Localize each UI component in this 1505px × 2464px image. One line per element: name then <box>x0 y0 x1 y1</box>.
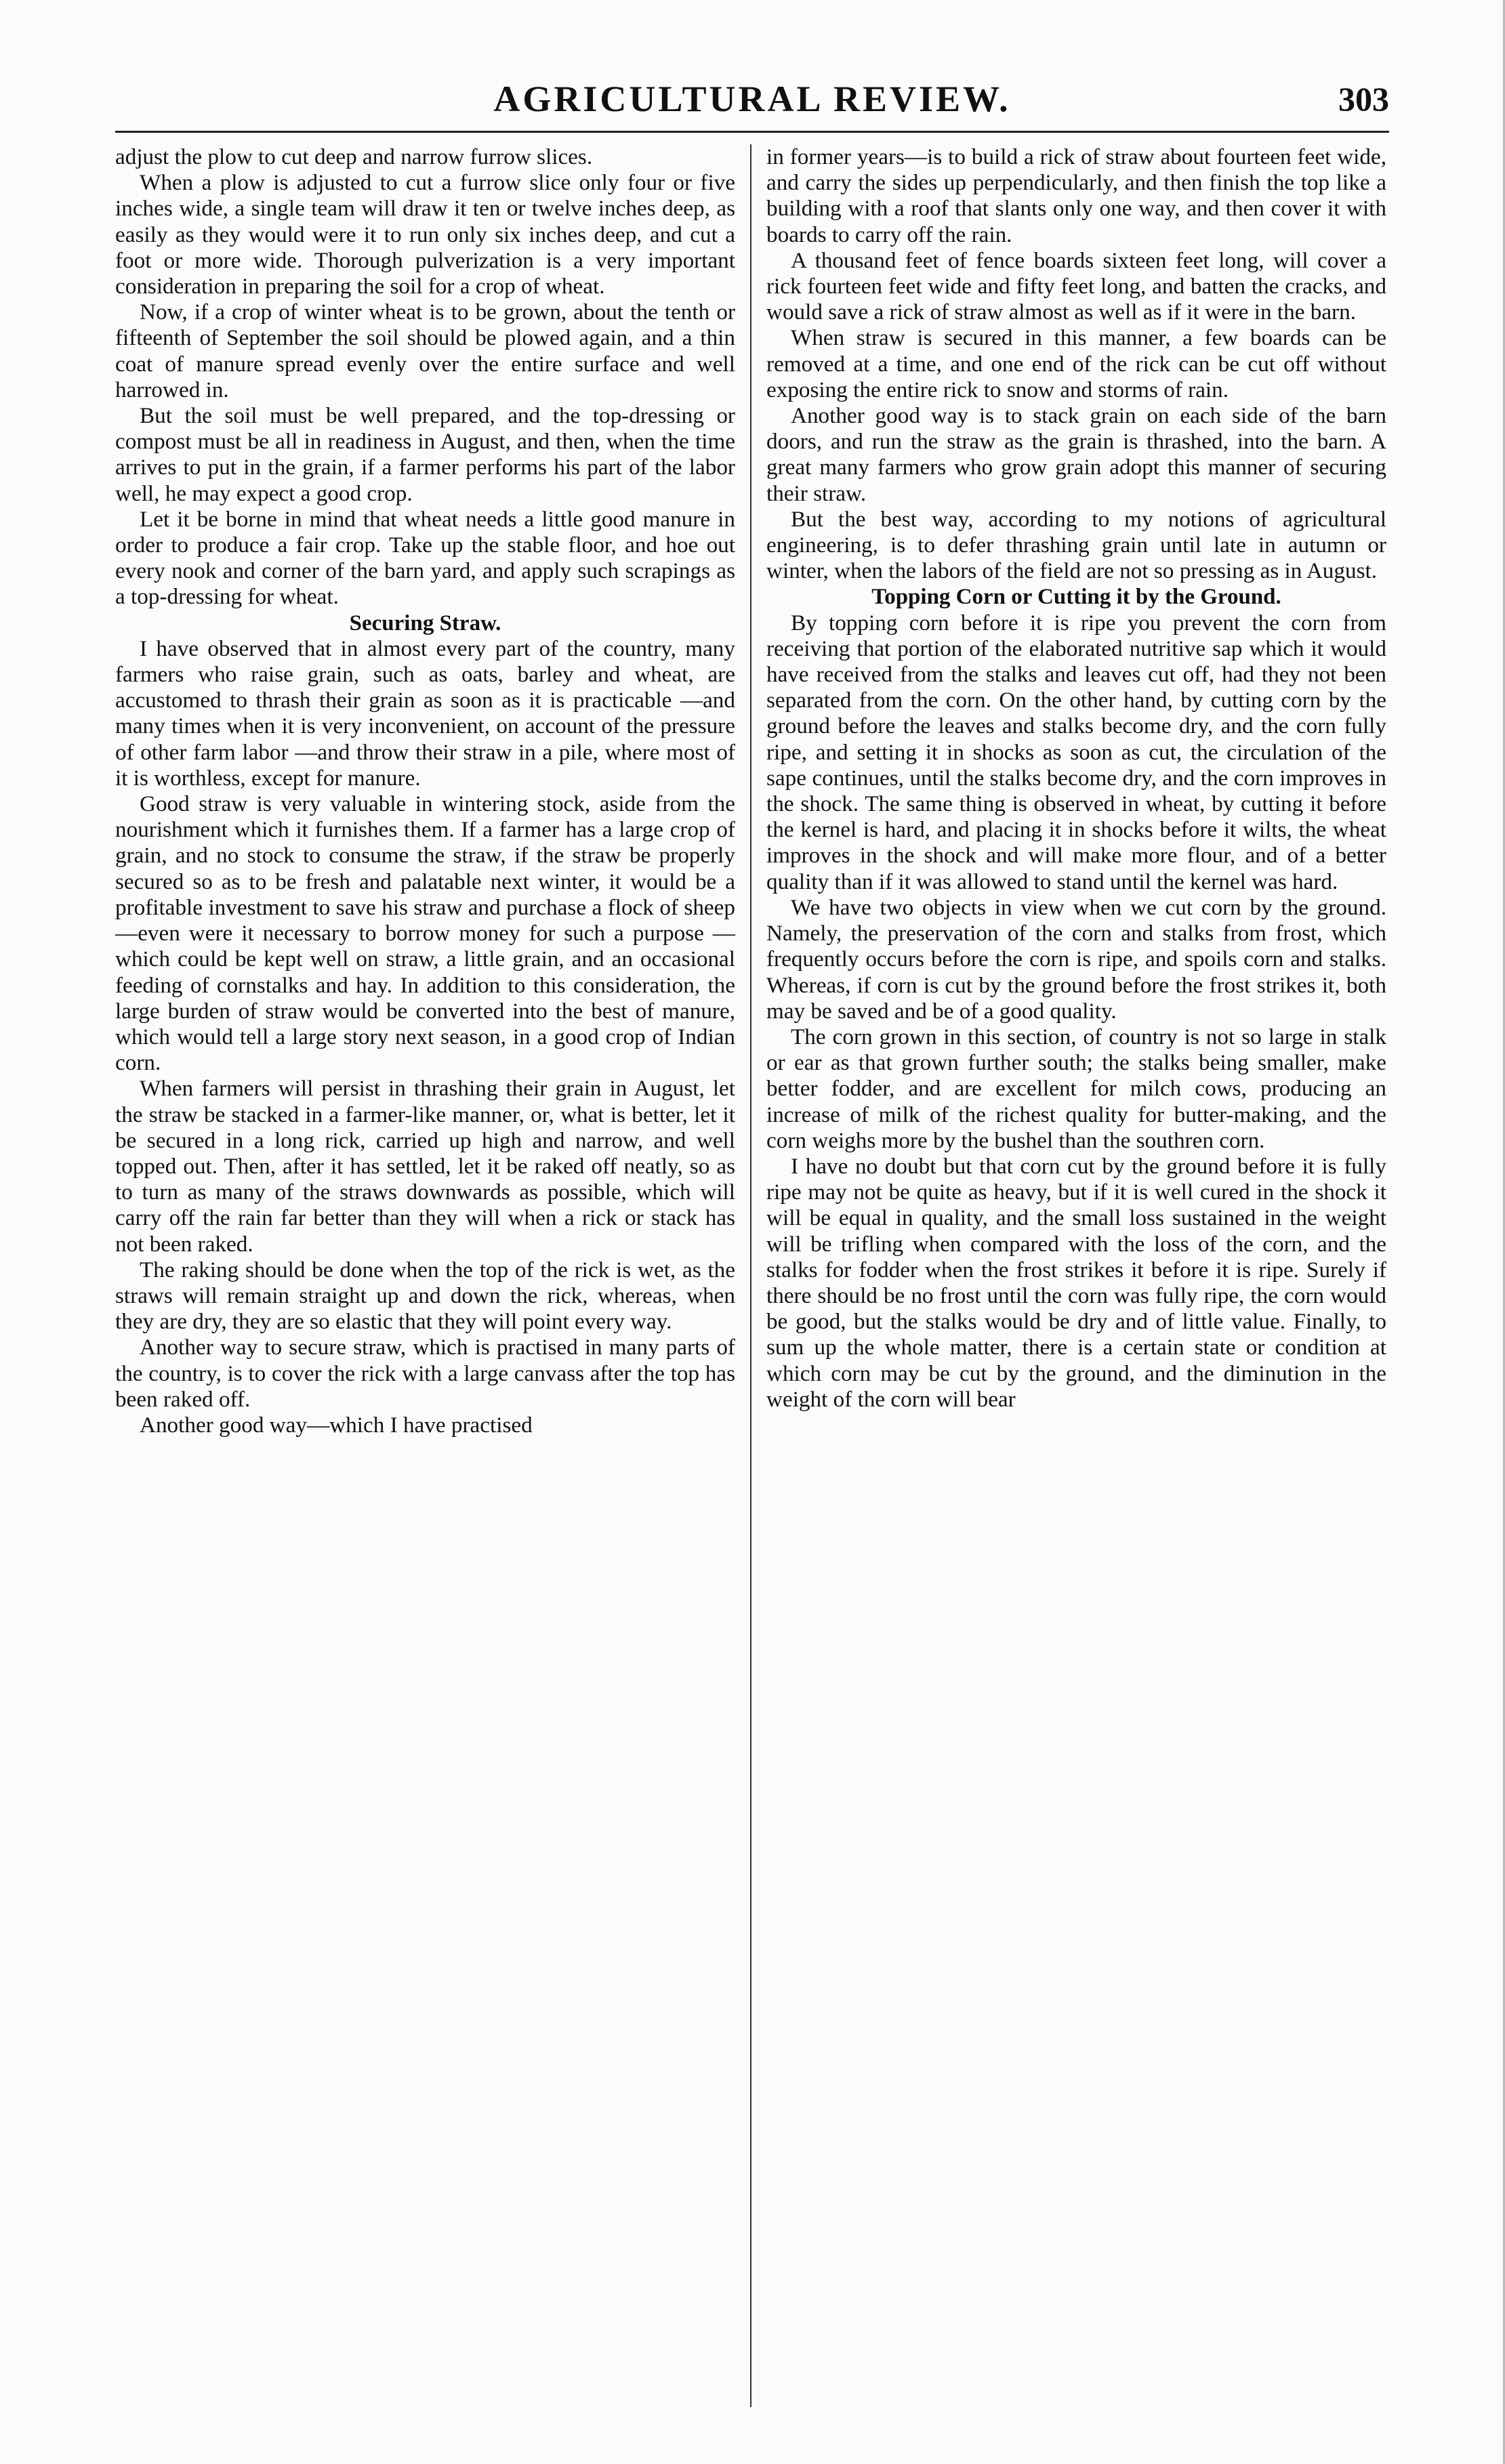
paragraph: We have two objects in view when we cut corn by the ground. Namely, the preservation of the corn and stalks from frost, which frequently occurs before the corn is ripe, and spoils corn and stalks. Whereas, if corn is cut by the ground before the frost strikes it, both may be saved and be of a good quality. <box>766 894 1386 1024</box>
section-heading: Topping Corn or Cutting it by the Ground. <box>871 585 1281 610</box>
paragraph: When straw is secured in this manner, a few boards can be removed at a time, and one end of the rick can be cut off without exposing the entire rick to snow and storms of rain. <box>766 325 1386 402</box>
paragraph: But the best way, according to my notions of agricultural engineering, is to defer thrashing grain until late in autumn or winter, when the labors of the field are not so pressing as in August. <box>766 506 1386 584</box>
header-rule <box>115 131 1389 133</box>
running-head <box>115 64 1389 139</box>
paragraph: Another good way is to stack grain on each side of the barn doors, and run the straw as the grain is thrashed, into the barn. A great many farmers who grow grain adopt this manner of securing their straw. <box>766 403 1386 506</box>
journal-title: AGRICULTURAL REVIEW. <box>493 79 1011 119</box>
text-columns <box>115 144 1389 2407</box>
paragraph: I have no doubt but that corn cut by the ground before it is fully ripe may not be quite as heavy, but if it is well cured in the shock it will be equal in quality, and the small loss sustained in the weight will be trifling when compared with the loss of the corn, and the stalks for fodder when the frost strikes it before it is ripe. Surely if there should be no frost until the corn was fully ripe, the corn would be good, but the stalks would be dry and of little value. Finally, to sum up the whole matter, there is a certain state or condition at which corn may be cut by the ground, and the diminution in the weight of the corn will bear <box>766 1153 1386 1412</box>
paragraph: When a plow is adjusted to cut a furrow slice only four or five inches wide, a single team will draw it ten or twelve inches deep, as easily as they would were it to run only six inches deep, and cut a foot or more wide. Thorough pulverization is a very important consideration in preparing the soil for a crop of wheat. <box>115 170 735 299</box>
paragraph: The raking should be done when the top of the rick is wet, as the straws will remain straight up and down the rick, whereas, when they are dry, they are so elastic that they will point every way. <box>115 1257 735 1335</box>
paragraph: The corn grown in this section, of country is not so large in stalk or ear as that grown further south; the stalks being smaller, make better fodder, and are excellent for milch cows, producing an increase of milk of the richest quality for butter-making, and the corn weighs more by the bushel than the southren corn. <box>766 1024 1386 1153</box>
right-column <box>751 144 1386 2407</box>
left-column <box>115 144 750 2407</box>
paragraph: A thousand feet of fence boards sixteen feet long, will cover a rick fourteen feet wide and fifty feet long, and batten the cracks, and would save a rick of straw almost as well as if it were in the barn. <box>766 247 1386 325</box>
paragraph: But the soil must be well prepared, and the top-dressing or compost must be all in readiness in August, and then, when the time arrives to put in the grain, if a farmer performs his part of the labor well, he may expect a good crop. <box>115 403 735 506</box>
paragraph: When farmers will persist in thrashing their grain in August, let the straw be stacked in a farmer-like manner, or, what is better, let it be secured in a long rick, carried up high and narrow, and well topped out. Then, after it has settled, let it be raked off neatly, so as to turn as many of the straws downwards as possible, which will carry off the rain far better than they will when a rick or stack has not been raked. <box>115 1076 735 1257</box>
paragraph: Let it be borne in mind that wheat needs a little good manure in order to produce a fair crop. Take up the stable floor, and hoe out every nook and corner of the barn yard, and apply such scrapings as a top-dressing for wheat. <box>115 506 735 610</box>
paragraph: Now, if a crop of winter wheat is to be grown, about the tenth or fifteenth of September the soil should be plowed again, and a thin coat of manure spread evenly over the entire surface and well harrowed in. <box>115 299 735 402</box>
section-heading: Securing Straw. <box>349 610 501 635</box>
paragraph: in former years—is to build a rick of straw about fourteen feet wide, and carry the sides up perpendicularly, and then finish the top like a building with a roof that slants only one way, and then cover it with boards to carry off the rain. <box>766 144 1386 247</box>
paragraph: I have observed that in almost every part of the country, many farmers who raise grain, such as oats, barley and wheat, are accustomed to thrash their grain as soon as it is practicable —and many times when it is very inconvenient, on account of the pressure of other farm labor —and throw their straw in a pile, where most of it is worthless, except for manure. <box>115 635 735 791</box>
paragraph: adjust the plow to cut deep and narrow furrow slices. <box>115 144 593 169</box>
paragraph: Another good way—which I have practised <box>140 1412 533 1438</box>
page-number: 303 <box>1338 80 1389 118</box>
journal-page <box>115 64 1389 2422</box>
paragraph: By topping corn before it is ripe you prevent the corn from receiving that portion of the elaborated nutritive sap which it would have received from the stalks and leaves cut off, had they not been separated from the corn. On the other hand, by cutting corn by the ground before the leaves and stalks become dry, and the corn fully ripe, and setting it in shocks as soon as cut, the circulation of the sape continues, until the stalks become dry, and the corn improves in the shock. The same thing is observed in wheat, by cutting it before the kernel is hard, and placing it in shocks before it wilts, the wheat improves in the shock and will make more flour, and of a better quality than if it was allowed to stand until the kernel was hard. <box>766 610 1386 894</box>
paragraph: Good straw is very valuable in wintering stock, aside from the nourishment which it furnishes them. If a farmer has a large crop of grain, and no stock to consume the straw, if the straw be properly secured so as to be fresh and palatable next winter, it would be a profitable investment to save his straw and purchase a flock of sheep—even were it necessary to borrow money for such a purpose —which could be kept well on straw, a little grain, and an occasional feeding of cornstalks and hay. In addition to this consideration, the large burden of straw would be converted into the best of manure, which would tell a large story next season, in a good crop of Indian corn. <box>115 791 735 1076</box>
paragraph: Another way to secure straw, which is practised in many parts of the country, is to cover the rick with a large canvass after the top has been raked off. <box>115 1335 735 1412</box>
